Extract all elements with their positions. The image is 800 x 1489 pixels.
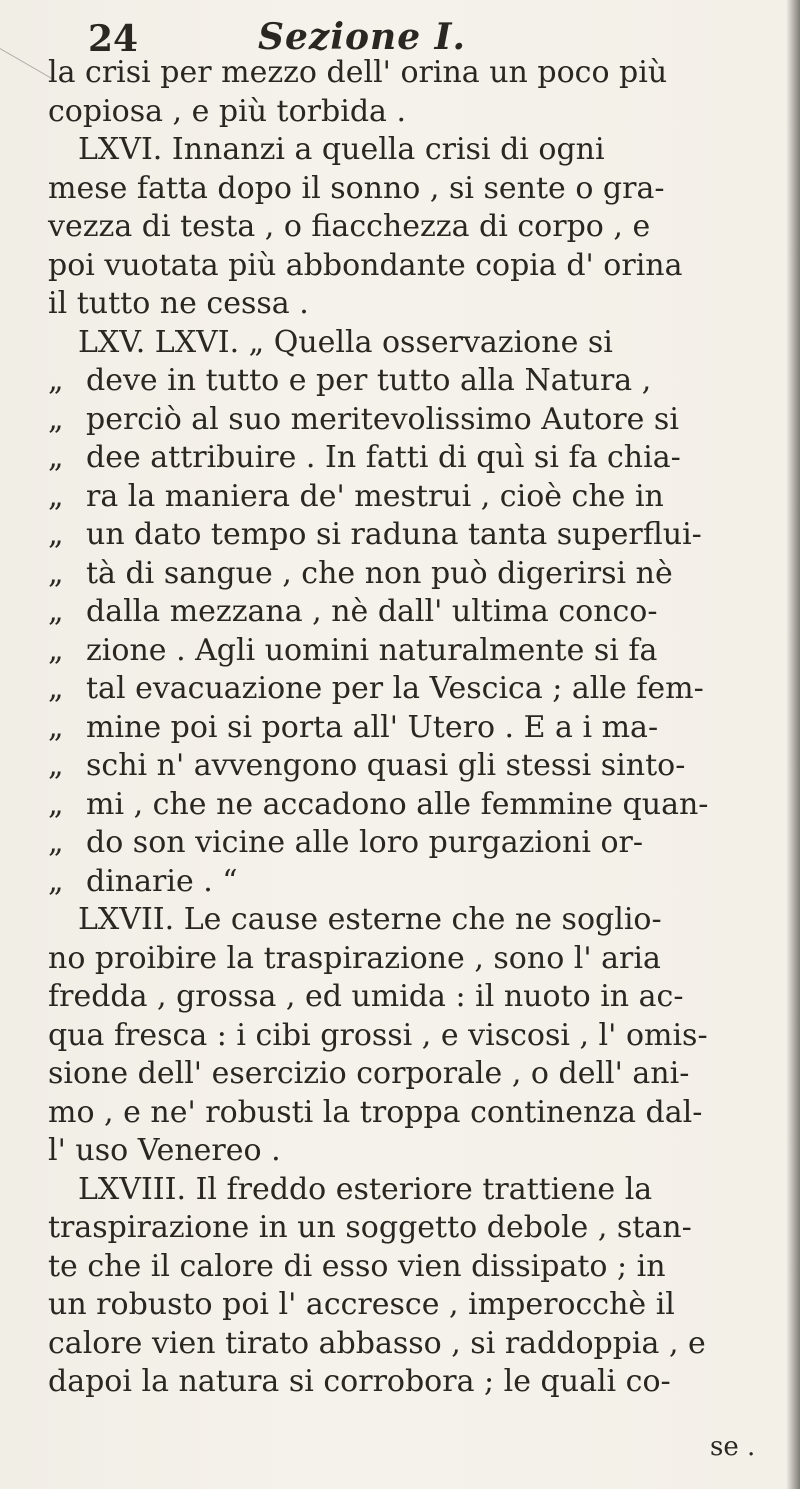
line-text: LXVIII. Il freddo esteriore trattiene la [78, 1171, 653, 1207]
line-text: ra la maniera de' mestrui , cioè che in [86, 478, 664, 514]
line-text: mese fatta dopo il sonno , si sente o gra- [48, 170, 665, 206]
text-line [48, 591, 658, 633]
text-line [48, 1207, 692, 1249]
line-text: sione dell' esercizio corporale , o dell' ani- [48, 1056, 690, 1091]
text-line [48, 52, 667, 94]
text-line [48, 938, 661, 980]
line-text: dinarie . “ [86, 863, 238, 899]
quote-mark: „ [48, 709, 64, 745]
text-line [48, 745, 685, 787]
text-line [48, 1284, 675, 1326]
text-line [48, 1246, 666, 1288]
quote-mark: „ [48, 632, 64, 668]
text-line [48, 861, 238, 903]
text-line [48, 168, 664, 210]
running-head: Sezione I. [258, 16, 467, 58]
text-line [48, 1092, 702, 1134]
line-text: traspirazione in un soggetto debole , stan- [48, 1210, 692, 1245]
quote-mark: „ [48, 555, 64, 591]
quote-mark: „ [48, 478, 64, 514]
line-text: schi n' avvengono quasi gli stessi sinto- [86, 748, 686, 783]
quote-mark: „ [48, 363, 64, 398]
page-number: 24 [88, 18, 139, 60]
page-binding-shadow [786, 0, 800, 1489]
text-line [48, 399, 679, 441]
line-text: tà di sangue , che non può digerirsi nè [86, 555, 673, 591]
quote-mark: „ [48, 594, 64, 629]
text-line [48, 784, 708, 826]
text-line [48, 245, 683, 287]
text-line [48, 668, 704, 710]
line-text: no proibire la traspirazione , sono l' aria [48, 940, 661, 976]
text-line [48, 976, 683, 1018]
text-line [78, 322, 613, 364]
text-line [48, 360, 651, 402]
text-line [78, 1169, 652, 1211]
quote-mark: „ [48, 517, 64, 552]
text-line [48, 206, 650, 248]
quote-mark: „ [48, 863, 64, 899]
quote-mark: „ [48, 748, 64, 783]
line-text: copiosa , e più torbida . [48, 93, 406, 129]
line-text: dalla mezzana , nè dall' ultima conco- [86, 594, 658, 629]
text-line [48, 707, 658, 749]
quote-mark: „ [48, 825, 64, 860]
line-text: mi , che ne accadono alle femmine quan- [86, 786, 709, 822]
catchword: se . [710, 1432, 756, 1462]
line-text: il tutto ne cessa . [48, 286, 309, 321]
text-line [48, 1130, 281, 1172]
line-text: zione . Agli uomini naturalmente si fa [86, 632, 658, 668]
line-text: te che il calore di esso vien dissipato ; in [48, 1248, 666, 1284]
quote-mark: „ [48, 440, 64, 475]
quote-mark: „ [48, 786, 64, 822]
text-line [48, 476, 664, 518]
line-text: un robusto poi l' accresce , imperocchè il [48, 1287, 675, 1322]
line-text: mine poi si porta all' Utero . E a i ma- [86, 709, 659, 745]
line-text: dee attribuire . In fatti di quì si fa chia- [86, 440, 681, 475]
text-line [48, 822, 643, 864]
text-line [48, 1053, 689, 1095]
text-line [48, 437, 681, 479]
page-corner-crease [0, 48, 52, 114]
text-line [78, 899, 662, 941]
text-line [48, 91, 406, 133]
line-text: qua fresca : i cibi grossi , e viscosi , l' omis- [48, 1017, 708, 1053]
line-text: la crisi per mezzo dell' orina un poco più [48, 55, 668, 90]
text-line [48, 553, 673, 595]
line-text: mo , e ne' robusti la troppa continenza dal- [48, 1094, 703, 1130]
line-text: un dato tempo si raduna tanta superflui- [86, 517, 702, 552]
line-text: poi vuotata più abbondante copia d' orina [48, 247, 683, 283]
quote-mark: „ [48, 671, 64, 706]
text-line [48, 283, 309, 325]
line-text: LXVI. Innanzi a quella crisi di ogni [78, 132, 605, 167]
line-text: dapoi la natura si corrobora ; le quali co- [48, 1364, 671, 1399]
quote-mark: „ [48, 401, 64, 437]
line-text: fredda , grossa , ed umida : il nuoto in ac- [48, 979, 684, 1014]
text-line [48, 1323, 706, 1365]
line-text: LXV. LXVI. „ Quella osservazione si [78, 324, 613, 360]
line-text: calore vien tirato abbasso , si raddoppia , e [48, 1325, 706, 1361]
line-text: l' uso Venereo . [48, 1133, 281, 1168]
line-text: tal evacuazione per la Vescica ; alle fem- [86, 671, 704, 706]
line-text: perciò al suo meritevolissimo Autore si [86, 401, 679, 437]
text-line [48, 1361, 671, 1403]
line-text: vezza di testa , o fiacchezza di corpo , e [48, 209, 651, 244]
line-text: LXVII. Le cause esterne che ne soglio- [78, 902, 662, 937]
text-line [78, 129, 605, 171]
text-line [48, 514, 702, 556]
text-line [48, 1015, 708, 1057]
text-line [48, 630, 657, 672]
line-text: do son vicine alle loro purgazioni or- [86, 825, 644, 860]
line-text: deve in tutto e per tutto alla Natura , [86, 363, 652, 398]
